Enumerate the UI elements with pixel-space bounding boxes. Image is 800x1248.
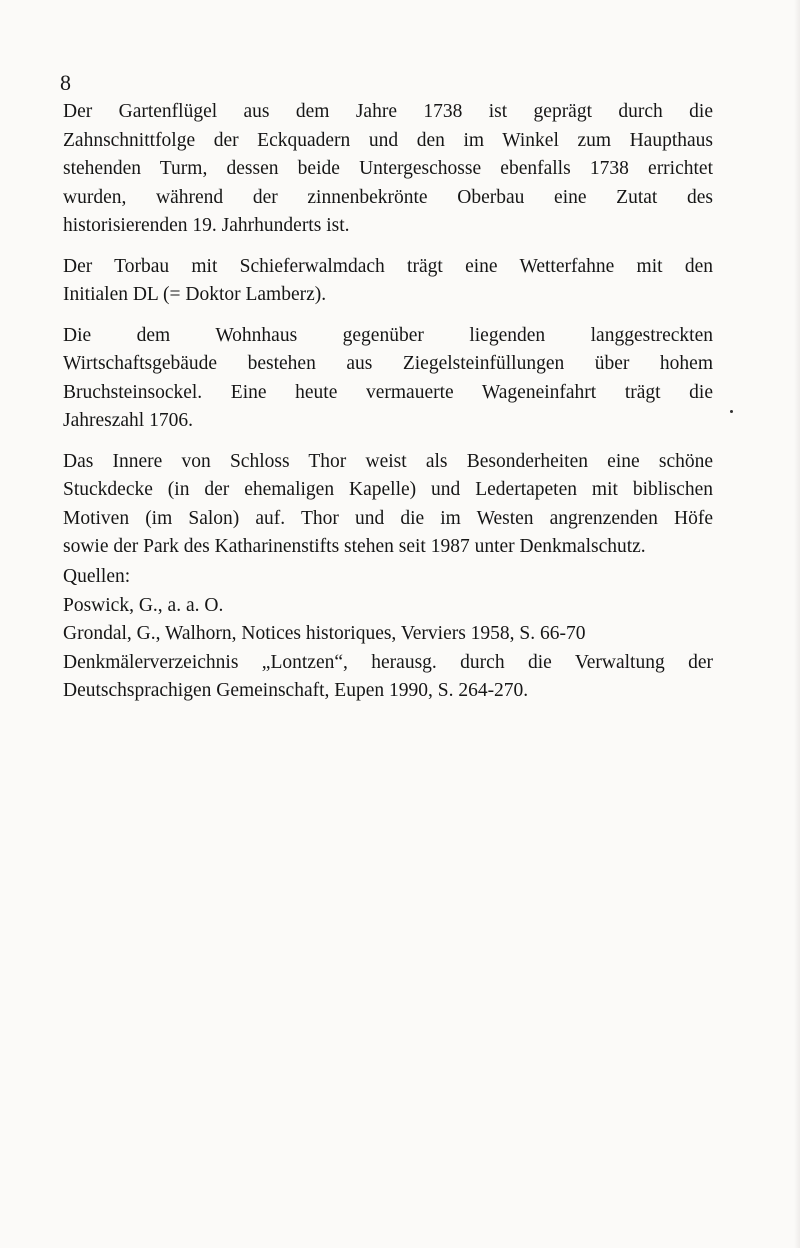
paragraph-farm-buildings bbox=[63, 322, 713, 436]
sources-heading: Quellen: bbox=[63, 566, 131, 587]
text-line: Motiven (im Salon) auf. Thor und die im Westen angrenzenden Höfe bbox=[63, 507, 713, 529]
text-line: Bruchsteinsockel. Eine heute vermauerte Wageneinfahrt trägt die bbox=[63, 381, 713, 403]
text-line: Das Innere von Schloss Thor weist als Besonderheiten eine schöne bbox=[63, 450, 713, 472]
page-edge-shadow bbox=[794, 0, 800, 1248]
paragraph-garden-wing bbox=[63, 98, 713, 241]
text-line: Initialen DL (= Doktor Lamberz). bbox=[63, 284, 327, 305]
text-line: Wirtschaftsgebäude bestehen aus Ziegelsteinfüllungen über hohem bbox=[63, 353, 713, 374]
text-line: Zahnschnittfolge der Eckquadern und den im Winkel zum Haupthaus bbox=[63, 129, 713, 151]
paragraph-gate-building bbox=[63, 253, 713, 310]
page-number: 8 bbox=[60, 70, 71, 95]
sources-section bbox=[63, 563, 713, 706]
source-entry: Grondal, G., Walhorn, Notices historiques, Verviers 1958, S. 66-70 bbox=[63, 623, 586, 644]
paragraph-interior bbox=[63, 448, 713, 562]
text-line: Jahreszahl 1706. bbox=[63, 410, 193, 431]
text-line: wurden, während der zinnenbekrönte Oberbau eine Zutat des bbox=[63, 186, 713, 208]
body-text bbox=[63, 98, 713, 574]
stray-mark bbox=[730, 410, 733, 413]
text-line: Der Torbau mit Schieferwalmdach trägt eine Wetterfahne mit den bbox=[63, 255, 713, 277]
source-entry: Poswick, G., a. a. O. bbox=[63, 594, 224, 616]
text-line: sowie der Park des Katharinenstifts stehen seit 1987 unter Denkmalschutz. bbox=[63, 536, 646, 557]
source-entry: Deutschsprachigen Gemeinschaft, Eupen 1990, S. 264-270. bbox=[63, 680, 529, 701]
text-line: Der Gartenflügel aus dem Jahre 1738 ist geprägt durch die bbox=[63, 101, 713, 122]
text-line: Stuckdecke (in der ehemaligen Kapelle) und Ledertapeten mit biblischen bbox=[63, 479, 713, 500]
source-entry: Denkmälerverzeichnis „Lontzen“, herausg. durch die Verwaltung der bbox=[63, 651, 713, 673]
text-line: stehenden Turm, dessen beide Untergeschosse ebenfalls 1738 errichtet bbox=[63, 158, 713, 179]
text-line: historisierenden 19. Jahrhunderts ist. bbox=[63, 215, 350, 236]
text-line: Die dem Wohnhaus gegenüber liegenden langgestreckten bbox=[63, 324, 713, 346]
